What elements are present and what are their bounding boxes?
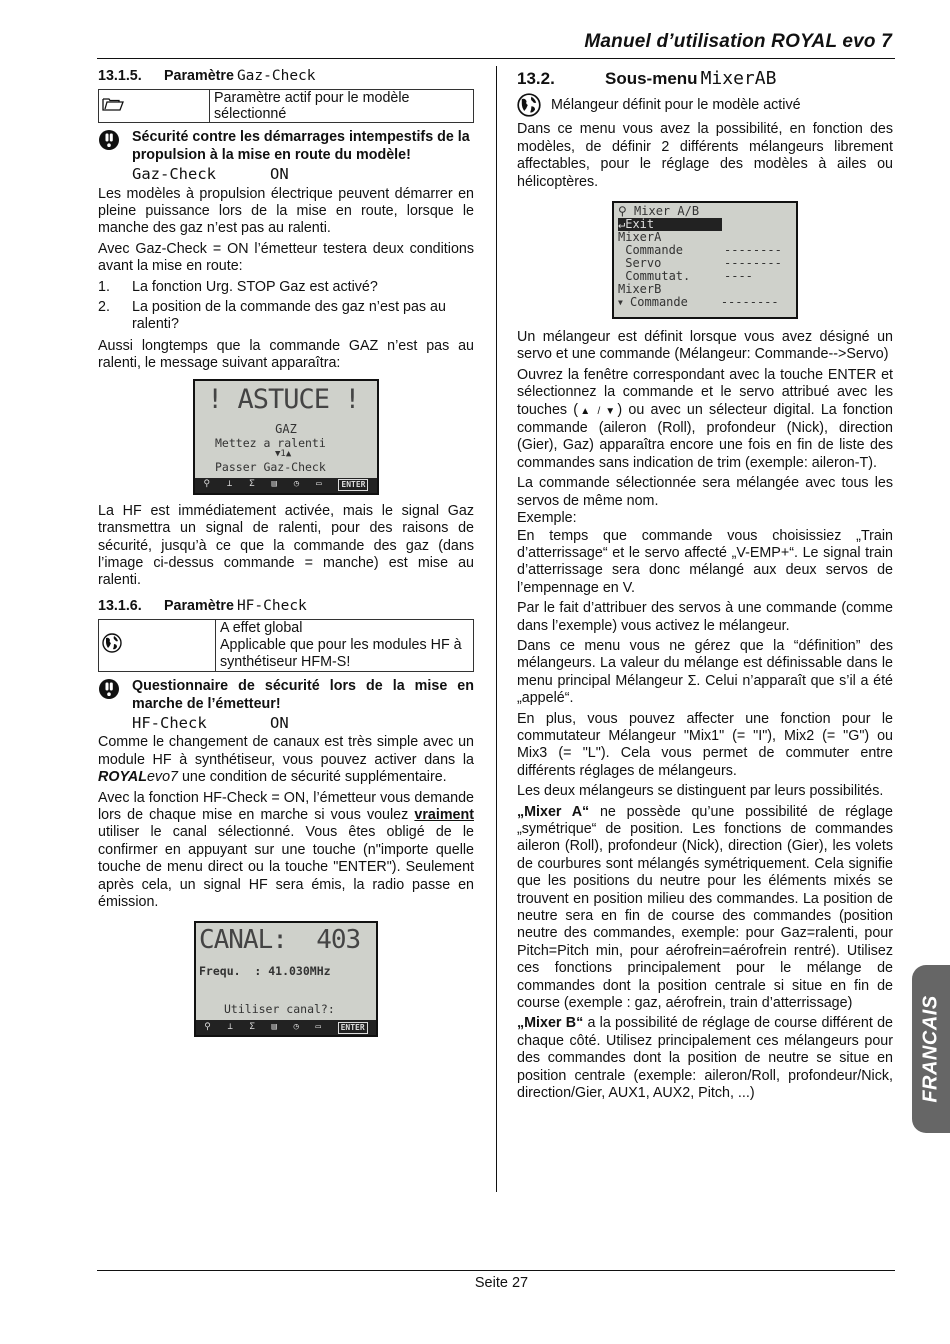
paragraph: Ouvrez la fenêtre correspondant avec la touche ENTER et sélectionnez la commande et le servo attribué avec les touches (▲ / ▼) ou avec un sélecteur digital. La fonction commande (aileron (Roll), profondeur (Nick), direction (Gier), Gaz) apparaîtra encore une fois en fin de liste des commandes sans indication de trim (exemple: aileron-T). (517, 366, 894, 471)
paragraph: Comme le changement de canaux est très simple avec un module HF à synthétiseur, vous pouvez activer dans la ROYALevo7 une condition de sécurité supplémentaire. (98, 734, 474, 786)
astuce-screen: ! ASTUCE ! GAZ Mettez a ralenti ▼1▲ Passer Gaz-Check ⚲ ⊥ Σ ▤ ◷ ▭ ENTER (193, 379, 379, 495)
paragraph: Avec la fonction HF-Check = ON, l’émetteur vous demande lors de chaque mise en marche si vous voulez vraiment utiliser le canal sélectionné. Vous êtes obligé de le confirmer en appuyant sur une touche (n"importe quelle touche de menu direct ou la touche "ENTER"). Seulement après cela, un signal HF sera émis, la radio passe en émission. (98, 789, 474, 910)
menu-title: ⚲ Mixer A/B (618, 204, 700, 219)
up-down-arrows-icon: ▲ / ▼ (578, 405, 618, 417)
paragraph: Aussi longtemps que la commande GAZ n’est pas au ralenti, le message suivant apparaîtra: (98, 337, 474, 372)
exclamation-icon (98, 129, 120, 151)
paragraph: En plus, vous pouvez affecter une fonction pour le commutateur Mélangeur "Mix1" (= "I"), Mix2 (= "G") ou Mix3 (= "L"). Cela vous permet de commuter entre différents réglages de mélangeurs. (517, 710, 893, 779)
canal-screen: CANAL: 403 Frequ. : 41.030MHz Utiliser canal?: ⚲ ⊥ Σ ▤ ◷ ▭ ENTER (194, 921, 378, 1037)
paragraph: „Mixer B“ a la possibilité de réglage de course différent de chaque côté. Utilisez principalement ces mélangeurs pour des commandes dont la position de neutre se situe en position centrale (exemple: aileron/Roll, profondeur/Nick, direction/Gier, AUX1, AUX2, Pitch, ...) (517, 1015, 893, 1102)
servo-icon: ⊥ (227, 1022, 233, 1033)
scope-note: Mélangeur définit pour le modèle activé (517, 93, 893, 117)
mixer-menu-screen (612, 201, 798, 319)
list-item: 2. La position de la commande des gaz n’est pas au ralenti? (98, 299, 446, 333)
footer-rule (97, 1270, 895, 1271)
paragraph: Par le fait d’attribuer des servos à une commande (comme dans l’exemple) vous activez le mélangeur. (517, 600, 893, 634)
paragraph: Dans ce menu vous ne gérez que la “définition” des mélangeurs. La valeur du mélange est définissable dans le menu principal Mélangeur Σ. Celui n’apparaît que s’il a été „appelé“. (517, 637, 893, 707)
globe-icon (102, 633, 122, 653)
parameter-scope-box: Paramètre actif pour le modèle sélectionné (98, 89, 474, 123)
section-heading-mixer-ab: 13.2. Sous-menu MixerAB (517, 68, 777, 89)
menu-item[interactable]: Servo -------- (618, 256, 782, 271)
conditions-list (98, 279, 474, 334)
list-item: 1. La fonction Urg. STOP Gaz est activé? (98, 278, 378, 295)
menu-item[interactable]: Commutat. ---- (618, 269, 753, 284)
globe-icon (517, 93, 541, 117)
left-column (98, 66, 474, 1045)
wrench-icon: ⚲ (618, 204, 627, 219)
paragraph: La HF est immédiatement activée, mais le signal Gaz transmettra un signal de ralenti, pour des raisons de sécurité, jusqu’à ce que la commande des gaz (dans l’image ci-dessus commande = manche) est mise au ralenti. (98, 502, 474, 589)
parameter-scope-box: A effet global Applicable que pour les modules HF à synthétiseur HFM-S! (98, 619, 474, 672)
paragraph: Avec Gaz-Check = ON l’émetteur testera deux conditions avant la mise en route: (98, 240, 474, 275)
wrench-icon: ⚲ (204, 1022, 211, 1033)
return-icon: ↵ (618, 217, 626, 232)
hf-check-value: HF-Check ON (132, 713, 289, 732)
exclamation-icon (98, 678, 120, 700)
folder-icon: ▭ (316, 479, 322, 490)
wrench-icon: ⚲ (203, 479, 211, 490)
paragraph: Les deux mélangeurs se distinguent par leurs possibilités. (517, 783, 884, 800)
gaz-check-value: Gaz-Check ON (132, 165, 289, 184)
folder-icon (102, 96, 124, 112)
paragraph: En temps que commande vous choisissiez „Train d’atterrissage“ et le servo affecté „V-EMP+“. Le signal train d’atterrissage sera donc mélangé aux deux servos de l’empennage en V. (517, 527, 893, 596)
folder-icon: ▭ (315, 1022, 321, 1033)
model-icon: ▤ (271, 479, 277, 490)
sigma-icon: Σ (249, 1022, 255, 1033)
warning-note: Questionnaire de sécurité lors de la mise en marche de l’émetteur! (98, 678, 474, 713)
paragraph: La commande sélectionnée sera mélangée avec tous les servos de même nom. (517, 475, 893, 509)
warning-note: Sécurité contre les démarrages intempestifs de la propulsion à la mise en route du modèle! (98, 129, 474, 164)
section-heading-hf-check: 13.1.6. Paramètre HF-Check (98, 597, 307, 614)
manual-title: Manuel d’utilisation ROYAL evo 7 (584, 31, 892, 52)
menu-item[interactable]: ▼ Commande -------- (618, 295, 779, 310)
paragraph: Un mélangeur est définit lorsque vous avez désigné un servo et une commande (Mélangeur: Commande-->Servo) (517, 329, 893, 363)
sigma-icon: Σ (249, 479, 255, 490)
page-number: Seite 27 (474, 1275, 529, 1291)
model-icon: ▤ (271, 1022, 277, 1033)
paragraph: Exemple: (517, 510, 577, 527)
right-column (517, 66, 893, 1106)
column-divider (496, 66, 497, 1192)
menu-item[interactable]: MixerB (618, 282, 662, 297)
header-rule (97, 58, 895, 59)
arrow-icon: ▼1▲ (275, 448, 292, 459)
paragraph: Dans ce menu vous avez la possibilité, en fonction des modèles, de définir 2 différents mélangeurs librement affectables, pour le réglage des modèles à ailes ou hélicoptères. (517, 121, 893, 190)
scroll-down-icon: ▼ (618, 298, 623, 308)
language-tab: FRANCAIS (912, 965, 950, 1133)
servo-icon: ⊥ (226, 479, 233, 490)
timer-icon: ◷ (293, 479, 300, 490)
timer-icon: ◷ (293, 1022, 299, 1033)
paragraph: Les modèles à propulsion électrique peuvent démarrer en pleine puissance lors de la mise en route, lorsque le manche des gaz n’est pas au ralenti. (98, 185, 474, 237)
paragraph: „Mixer A“ ne possède qu’une possibilité de réglage „symétrique“ de position. Les fonctions de commandes aileron (Roll), profondeur (Nick), direction (Gier), les volets de courbures sont mélangés symétriquement. Cela signifie que les positions du neutre pour les éléments mixés se trouvent en position milieu des commandes. La position de neutre sera en fin de course des commandes (position neutre des commandes, exemple: pour Gaz=ralenti, pour Pitch=Pitch min, pour aérofrein=aérofrein rentré). Utilisez ces fonctions principalement pour le mélange de commandes dont la position centrale si situe en fin de course (exemple : gaz, aérofrein, train d’atterrissage) (517, 803, 893, 1012)
menu-item[interactable]: MixerA (618, 230, 662, 245)
menu-item-exit[interactable]: ↵Exit (618, 218, 722, 231)
menu-item[interactable]: Commande -------- (618, 243, 782, 258)
section-heading-gaz-check: 13.1.5. Paramètre Gaz-Check (98, 68, 316, 84)
